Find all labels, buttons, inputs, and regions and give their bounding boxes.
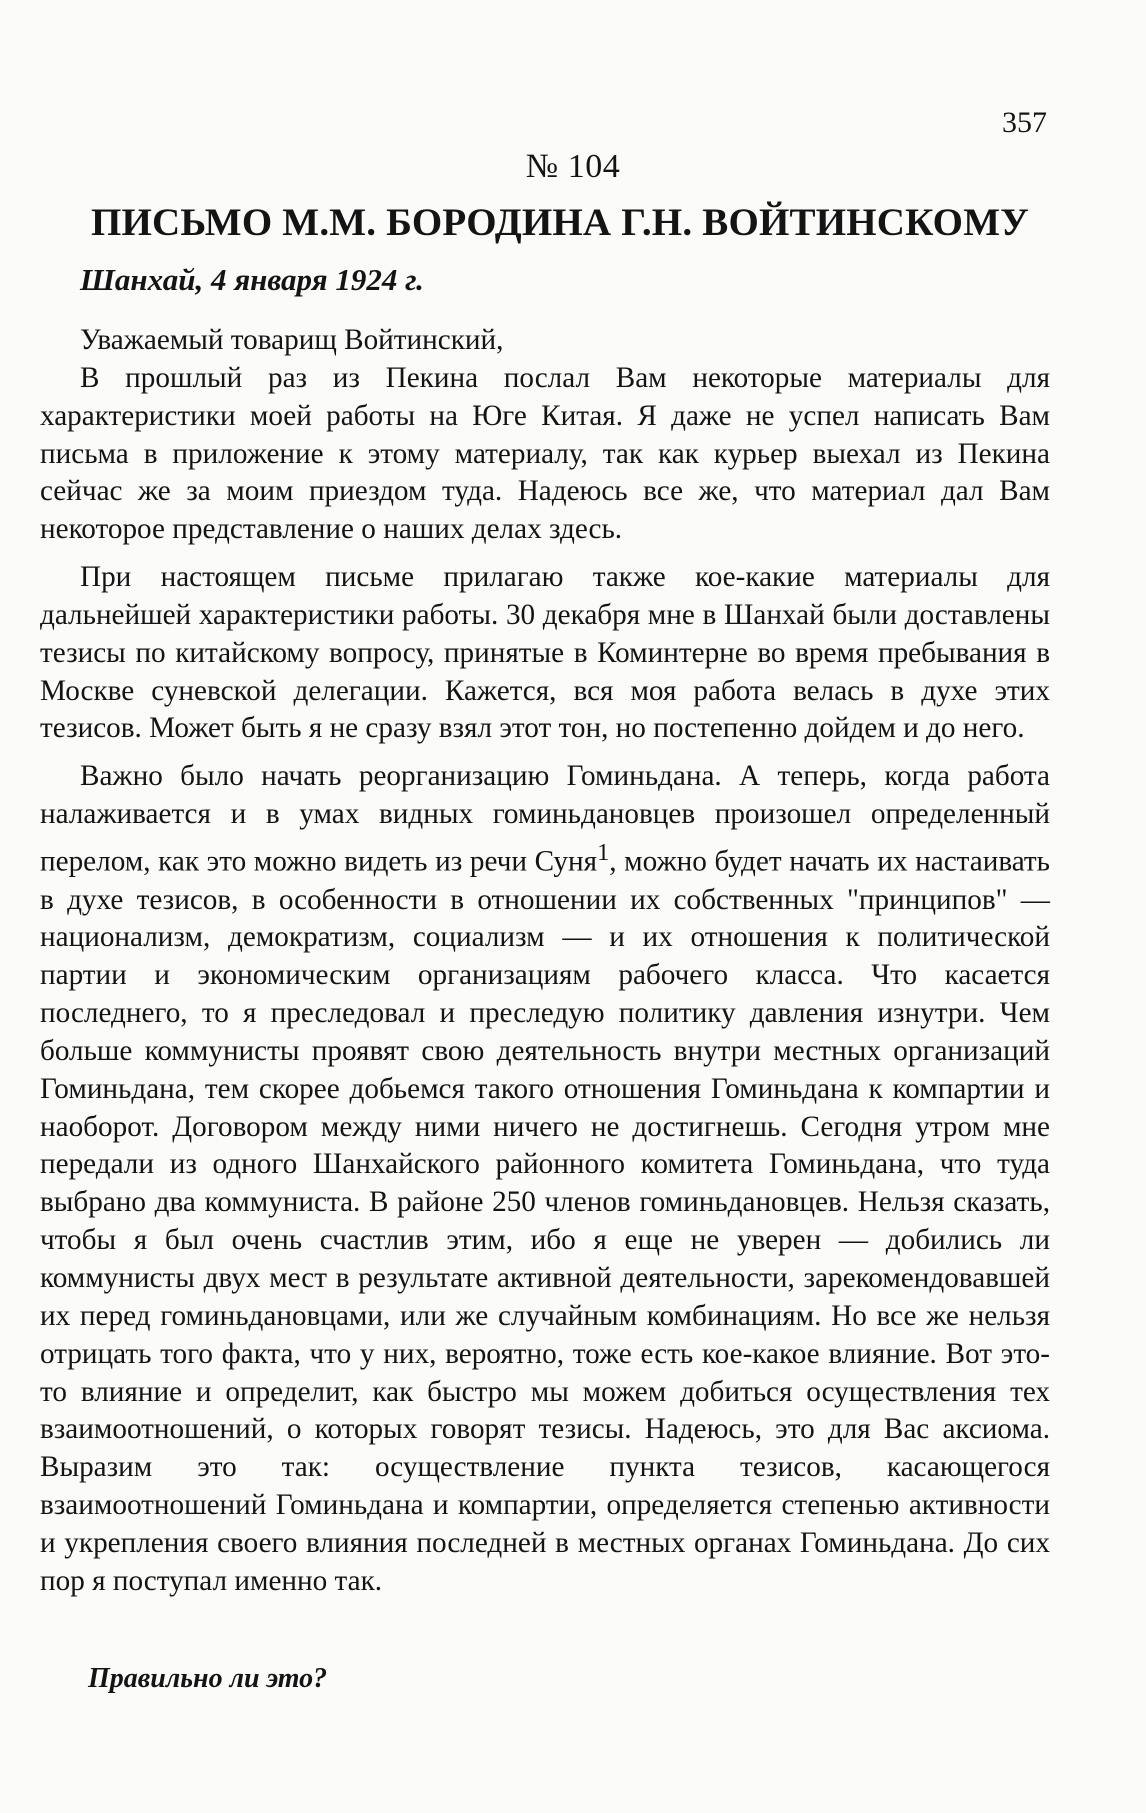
paragraph-3-part-1: Важно было начать реорганизацию Гоминьдана. А теперь, когда работа налаживается и в умах видных гоминьдановцев произошел определенный перелом, как это можно видеть из речи Суня — [40, 760, 1050, 878]
greeting: Уважаемый товарищ Войтинский, — [80, 324, 504, 356]
footnote-mark: 1 — [597, 838, 610, 866]
paragraph-3 — [40, 758, 1050, 1600]
document-title: ПИСЬМО М.М. БОРОДИНА Г.Н. ВОЙТИНСКОМУ — [90, 201, 1030, 244]
paragraph-3-part-2: , можно будет начать их настаивать в духе тезисов, в особенности в отношении их собственных "принципов" — национализм, демократизм, социализм — и их отношения к политической партии и экономическим организациям рабочего класса. Что касается последнего, то я преследовал и преследую политику давления изнутри. Чем больше коммунисты проявят свою деятельность внутри местных организаций Гоминьдана, тем скорее добьемся такого отношения Гоминьдана к компартии и наоборот. Договором между ними ничего не достигнешь. Сегодня утром мне передали из одного Шанхайского районного комитета Гоминьдана, что туда выбрано два коммуниста. В районе 250 членов гоминьдановцев. Нельзя сказать, чтобы я был очень счастлив этим, ибо я еще не уверен — добились ли коммунисты двух мест в результате активной деятельности, зарекомендовавшей их перед гоминьдановцами, или же случайным комбинациям. Но все же нельзя отрицать того факта, что у них, вероятно, тоже есть кое-какое влияние. Вот это-то влияние и определит, как быстро мы можем добиться осуществления тех взаимоотношений, о которых говорят тезисы. Надеюсь, это для Вас аксиома. Выразим это так: осуществление пункта тезисов, касающегося взаимоотношений Гоминьдана и компартии, определяется степенью активности и укрепления своего влияния последней в местных органах Гоминьдана. До сих пор я поступал именно так. — [40, 845, 1050, 1597]
paragraph-2: При настоящем письме прилагаю также кое-какие материалы для дальнейшей характеристики работы. 30 декабря мне в Шанхай были доставлены тезисы по китайскому вопросу, принятые в Коминтерне во время пребывания в Москве суневской делегации. Кажется, вся моя работа велась в духе этих тезисов. Может быть я не сразу взял этот тон, но постепенно дойдем и до него. — [40, 561, 1050, 745]
page-number: 357 — [1002, 106, 1047, 139]
dateline: Шанхай, 4 января 1924 г. — [80, 262, 424, 297]
closing-question: Правильно ли это? — [88, 1663, 328, 1694]
paragraph-1: В прошлый раз из Пекина послал Вам некоторые материалы для характеристики моей работы на Юге Китая. Я даже не успел написать Вам письма в приложение к этому материалу, так как курьер выехал из Пекина сейчас же за моим приездом туда. Надеюсь все же, что материал дал Вам некоторое представление о наших делах здесь. — [40, 361, 1050, 546]
document-number: № 104 — [525, 148, 621, 185]
letter-body — [40, 322, 1050, 1601]
